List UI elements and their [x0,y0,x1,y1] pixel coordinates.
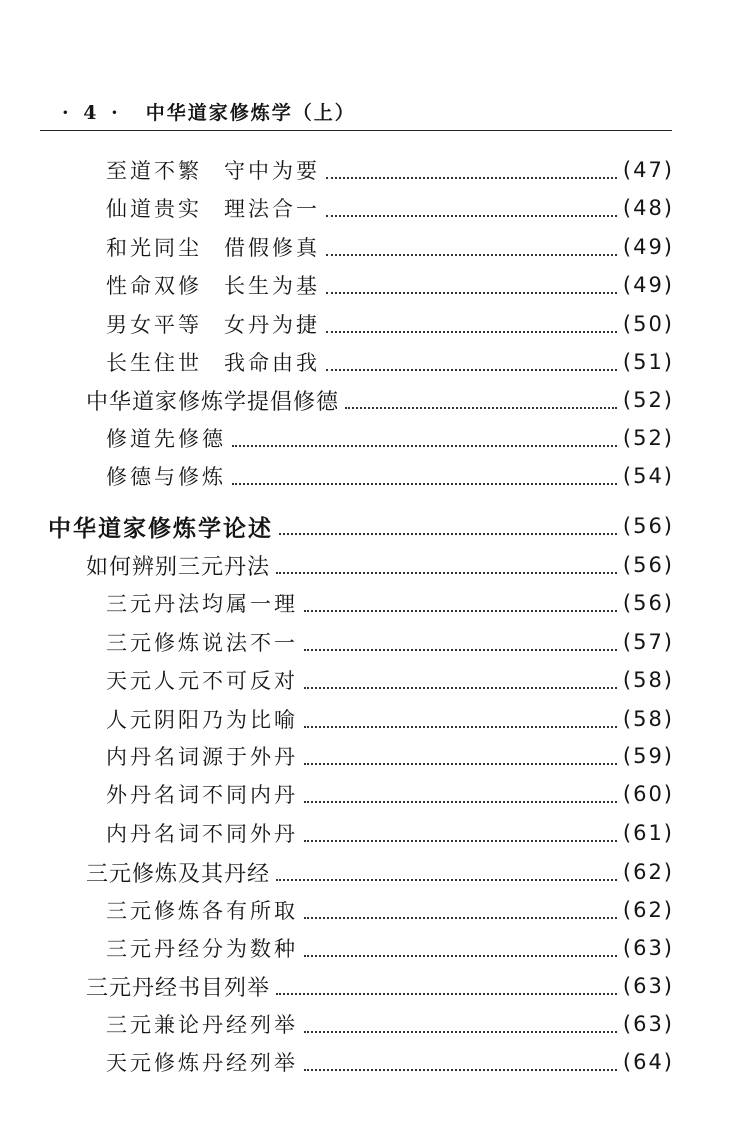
toc-entry-title-part: 守中为要 [224,159,320,183]
toc-entry-title-part: 三元修炼及其丹经 [86,861,271,887]
toc-page-number: (50) [622,312,674,336]
toc-entry-title-part: 内丹名词源于外丹 [106,745,298,769]
toc-page-number: (64) [622,1050,674,1074]
toc-entry-title-part: 仙道贵实 [106,197,202,221]
toc-entry [86,550,674,580]
dot-leader [304,909,617,919]
toc-entry-title-part: 天元修炼丹经列举 [106,1051,298,1075]
toc-entry [106,895,674,925]
toc-page-number: (58) [622,668,674,692]
dot-leader [304,832,617,842]
toc-entry-title [86,857,270,888]
toc-page-number: (47) [622,158,674,182]
toc-entry-title-part: 修道先修德 [106,427,226,451]
dot-leader [326,246,617,256]
toc-page-number: (51) [622,350,674,374]
dot-leader [326,361,617,371]
toc-entry [106,933,674,963]
toc-page-number: (56) [622,591,674,615]
dot-leader [304,679,617,689]
toc-entry [106,423,674,453]
toc-entry-title [106,895,298,925]
toc-entry [106,704,674,734]
toc-entry-title-part: 长生为基 [224,274,320,298]
toc-entry-title [106,1009,298,1039]
dot-leader [304,947,617,957]
toc-entry-title [106,193,320,223]
toc-entry-title-part: 借假修真 [224,236,320,260]
toc-page-number: (62) [622,860,674,884]
dot-leader [304,793,617,803]
toc-entry-title-part: 外丹名词不同内丹 [106,783,298,807]
toc-entry [106,779,674,809]
toc-page-number: (56) [622,553,674,577]
toc-entry [106,588,674,618]
toc-entry [106,818,674,848]
page-number: · 4 · [62,102,122,124]
dot-leader [345,399,617,409]
toc-page-number: (52) [622,426,674,450]
dot-leader [276,985,617,995]
toc-entry-title-part: 修德与修炼 [106,465,226,489]
toc-entry-title [106,818,298,848]
header-rule [40,130,672,131]
toc-entry-title [106,423,226,453]
toc-entry-title [106,933,298,963]
toc-entry-title-part: 三元丹经分为数种 [106,937,298,961]
dot-leader [326,284,617,294]
toc-entry [106,1009,674,1039]
toc-entry-title-part: 长生住世 [106,351,202,375]
toc-entry-title-part: 我命由我 [224,351,320,375]
toc-entry-title-part: 三元兼论丹经列举 [106,1013,298,1037]
toc-page-number: (56) [622,514,674,538]
toc-entry-title [106,665,298,695]
toc-entry-title-part: 如何辨别三元丹法 [86,554,271,580]
toc-entry-title-part: 天元人元不可反对 [106,669,298,693]
toc-entry [86,971,674,1001]
toc-entry-title-part: 男女平等 [106,313,202,337]
toc-entry-title [86,385,339,416]
toc-entry-title [106,741,298,771]
toc-entry-title [86,550,270,581]
toc-entry-title [106,779,298,809]
toc-entry-title [106,704,298,734]
toc-entry [106,347,674,377]
toc-entry-title [106,232,320,262]
toc-entry [106,309,674,339]
toc-entry-title [106,270,320,300]
toc-entry-title-part: 至道不繁 [106,159,202,183]
toc-page-number: (60) [622,782,674,806]
toc-entry-title [48,510,273,543]
toc-entry [106,155,674,185]
toc-entry [106,461,674,491]
dot-leader [276,871,617,881]
toc-entry-title [106,155,320,185]
toc-page-number: (62) [622,898,674,922]
dot-leader [276,564,617,574]
toc-entry [106,1047,674,1077]
dot-leader [326,323,617,333]
dot-leader [304,1023,617,1033]
toc-page-number: (58) [622,707,674,731]
toc-entry [86,385,674,415]
toc-page-number: (63) [622,974,674,998]
dot-leader [304,718,617,728]
dot-leader [279,525,617,535]
toc-entry-title [106,588,298,618]
toc-page-number: (49) [622,273,674,297]
toc-entry [106,665,674,695]
toc-entry [106,627,674,657]
dot-leader [304,602,617,612]
toc-entry-title-part: 性命双修 [106,274,202,298]
toc-page-number: (63) [622,936,674,960]
toc-entry [106,270,674,300]
toc-entry [86,857,674,887]
toc-entry-title [106,461,226,491]
toc-entry-title-part: 三元修炼说法不一 [106,631,298,655]
dot-leader [304,755,617,765]
toc-page-number: (59) [622,744,674,768]
toc-entry-title-part: 中华道家修炼学提倡修德 [86,389,340,415]
toc-entry [106,193,674,223]
toc-page-number: (49) [622,235,674,259]
dot-leader [304,1061,617,1071]
toc-entry-title [106,347,320,377]
dot-leader [232,437,617,447]
toc-entry-title-part: 三元丹经书目列举 [86,975,271,1001]
toc-page-number: (57) [622,630,674,654]
toc-entry-title [106,309,320,339]
toc-entry-title-part: 三元丹法均属一理 [106,592,298,616]
toc-page-number: (48) [622,196,674,220]
toc-entry-title-part: 三元修炼各有所取 [106,899,298,923]
toc-page-number: (61) [622,821,674,845]
dot-leader [304,641,617,651]
toc-entry-title-part: 内丹名词不同外丹 [106,822,298,846]
dot-leader [326,169,617,179]
toc-page-number: (63) [622,1012,674,1036]
toc-entry-title-part: 中华道家修炼学论述 [48,515,273,542]
toc-entry-title-part: 和光同尘 [106,236,202,260]
dot-leader [326,207,617,217]
dot-leader [232,475,617,485]
toc-entry-title-part: 女丹为捷 [224,313,320,337]
toc-entry-title [106,1047,298,1077]
running-header [62,98,356,125]
toc-entry [106,232,674,262]
toc-page-number: (52) [622,388,674,412]
toc-entry-title-part: 人元阴阳乃为比喻 [106,708,298,732]
toc-entry [106,741,674,771]
toc-entry-title-part: 理法合一 [224,197,320,221]
toc-entry [48,511,674,541]
toc-page-number: (54) [622,464,674,488]
book-title: 中华道家修炼学（上） [145,102,356,124]
toc-entry-title [106,627,298,657]
toc-entry-title [86,971,270,1002]
